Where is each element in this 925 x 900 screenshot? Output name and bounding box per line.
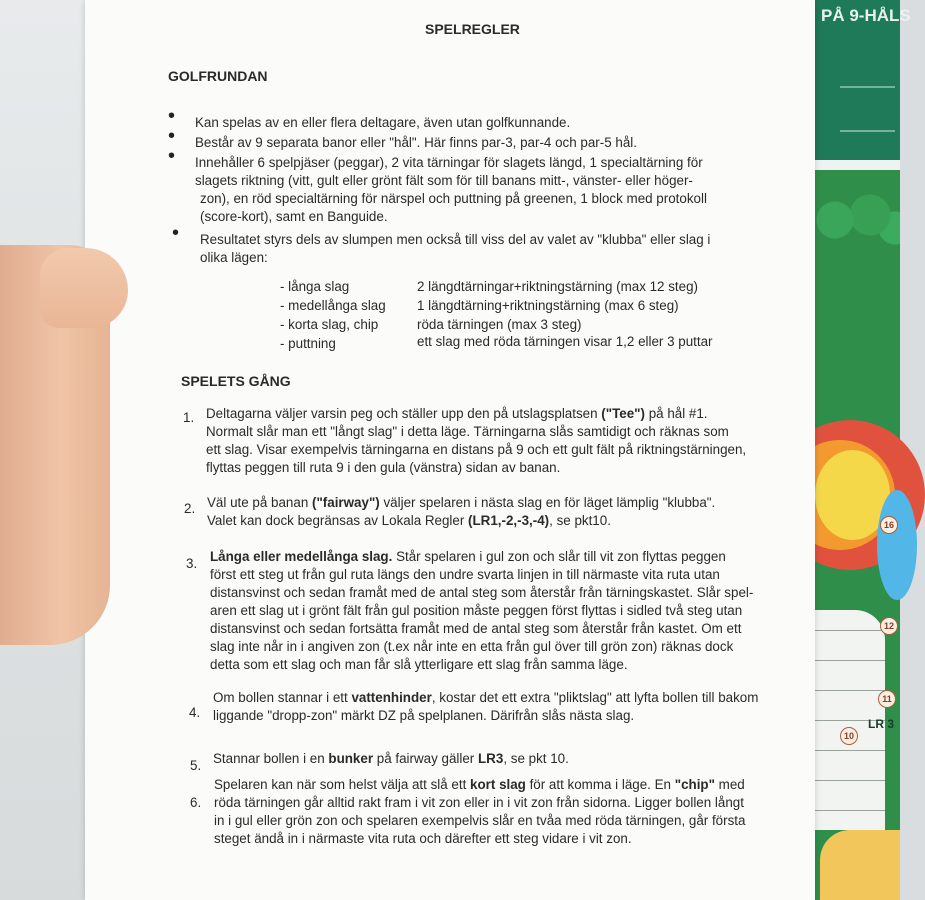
board-water xyxy=(877,490,917,600)
item-text: Om bollen stannar i ett vattenhinder, kostar det ett extra "pliktslag" att lyfta bollen till bakom xyxy=(213,690,759,705)
bullet-icon: • xyxy=(168,125,176,147)
item-text: Spelaren kan när som helst välja att slå ett kort slag för att komma i läge. En "chip" med xyxy=(214,777,745,792)
game-box-decoration xyxy=(840,86,895,132)
shot-description: 2 längdtärningar+riktningstärning (max 12 steg) xyxy=(417,279,698,294)
item-number: 1. xyxy=(183,410,195,425)
item-text: detta som ett slag och man får slå ytterligare ett slag från samma läge. xyxy=(210,657,628,672)
item-number: 3. xyxy=(186,556,198,571)
item-text: först ett steg ut från gul ruta längs den undre svarta linjen in till närmaste vita ruta utan xyxy=(210,567,720,582)
game-box-title: PÅ 9-HÅLS xyxy=(821,6,911,25)
bullet-text: Består av 9 separata banor eller "hål". Här finns par-3, par-4 och par-5 hål. xyxy=(195,135,637,150)
rules-sheet xyxy=(85,0,815,900)
item-number: 5. xyxy=(190,758,202,773)
shot-type: - medellånga slag xyxy=(280,298,386,313)
section-heading-spelets-gang: SPELETS GÅNG xyxy=(181,373,291,389)
item-text: Långa eller medellånga slag. Står spelaren i gul zon och slår till vit zon flyttas peggen xyxy=(210,549,726,564)
item-number: 4. xyxy=(189,705,201,720)
bullet-text: olika lägen: xyxy=(200,250,268,265)
item-text: ett slag. Visar exempelvis tärningarna en distans på 9 och ett gult fält på riktningstärningen, xyxy=(206,442,747,457)
bullet-text: Resultatet styrs dels av slumpen men också till viss del av valet av "klubba" eller slag i xyxy=(200,232,711,247)
item-text: Stannar bollen i en bunker på fairway gäller LR3, se pkt 10. xyxy=(213,751,569,766)
shot-type: - puttning xyxy=(280,336,336,351)
bullet-icon: • xyxy=(168,105,176,127)
item-text: in i gul eller grön zon och spelaren exempelvis slår en tvåa med röda tärningen, går första xyxy=(214,813,746,828)
item-text: distansvinst och sedan framåt med de antal steg som återstår från tärningskastet. Slår spel- xyxy=(210,585,754,600)
bullet-icon: • xyxy=(168,145,176,167)
game-box xyxy=(815,0,911,160)
bullet-icon: • xyxy=(172,222,180,244)
board-bunker xyxy=(820,830,900,900)
board-trees xyxy=(815,190,900,250)
shot-type: - långa slag xyxy=(280,279,350,294)
item-text: Deltagarna väljer varsin peg och ställer upp den på utslagsplatsen ("Tee") på hål #1. xyxy=(206,406,708,421)
item-text: distansvinst och sedan fortsätta framåt med de antal steg som återstår från kastet. Om ett xyxy=(210,621,742,636)
shot-description: röda tärningen (max 3 steg) xyxy=(417,317,582,332)
item-text: slag inte når in i angiven zon (t.ex når inte en etta från gul över till grön zon) räknas dock xyxy=(210,639,734,654)
item-text: Valet kan dock begränsas av Lokala Regler (LR1,-2,-3,-4), se pkt10. xyxy=(207,513,611,528)
shot-description: ett slag med röda tärningen visar 1,2 eller 3 puttar xyxy=(417,334,713,349)
item-text: röda tärningen går alltid rakt fram i vit zon eller in i vit zon från sidorna. Ligger bollen långt xyxy=(214,795,744,810)
board-hole-number: 16 xyxy=(880,516,898,534)
board-hole-number: 10 xyxy=(840,727,858,745)
bullet-text: slagets riktning (vitt, gult eller grönt fält som för till banans mitt-, vänster- eller höger- xyxy=(195,173,693,188)
board-hole-number: 12 xyxy=(880,617,898,635)
bullet-text: Kan spelas av en eller flera deltagare, även utan golfkunnande. xyxy=(195,115,571,130)
bullet-text: (score-kort), samt en Banguide. xyxy=(200,209,388,224)
item-text: flyttas peggen till ruta 9 i den gula (vänstra) sidan av banan. xyxy=(206,460,561,475)
section-heading-golfrundan: GOLFRUNDAN xyxy=(168,68,268,84)
thumb xyxy=(40,248,128,328)
item-text: Normalt slår man ett "långt slag" i detta läge. Tärningarna slås samtidigt och räknas som xyxy=(206,424,729,439)
board-lr-label: LR 3 xyxy=(868,717,895,731)
item-text: Väl ute på banan ("fairway") väljer spelaren i nästa slag en för läget lämplig "klubba". xyxy=(207,495,716,510)
bullet-text: Innehåller 6 spelpjäser (peggar), 2 vita tärningar för slagets längd, 1 specialtärning för xyxy=(195,155,703,170)
shot-type: - korta slag, chip xyxy=(280,317,379,332)
item-text: steget ändå in i närmaste vita ruta och därefter ett steg vidare i vit zon. xyxy=(214,831,632,846)
item-text: aren ett slag ut i grönt fält från gul position måste peggen först flyttas i sidled två steg utan xyxy=(210,603,743,618)
shot-description: 1 längdtärning+riktningstärning (max 6 steg) xyxy=(417,298,679,313)
document-title: SPELREGLER xyxy=(425,21,520,37)
item-text: liggande "dropp-zon" märkt DZ på spelplanen. Därifrån slås nästa slag. xyxy=(213,708,635,723)
item-number: 6. xyxy=(190,795,202,810)
game-board xyxy=(815,170,900,900)
bullet-text: zon), en röd specialtärning för närspel och puttning på greenen, 1 block med protokoll xyxy=(200,191,707,206)
item-number: 2. xyxy=(184,501,196,516)
board-hole-number: 11 xyxy=(878,690,896,708)
